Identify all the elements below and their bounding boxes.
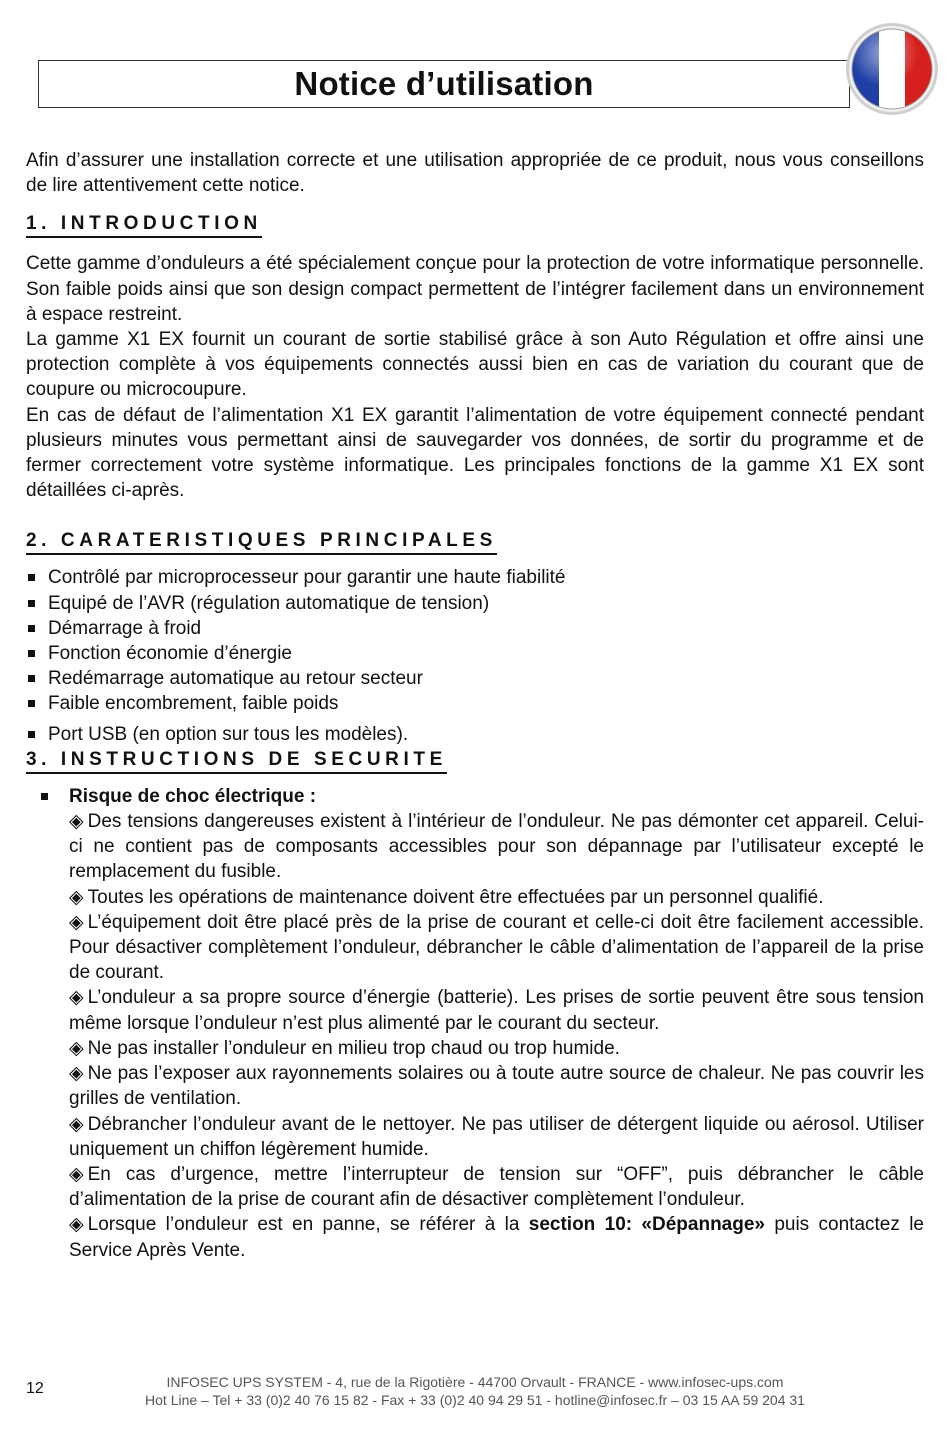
bullet-icon	[41, 793, 48, 800]
footer	[80, 1373, 870, 1409]
list-item: Contrôlé par microprocesseur pour garantir une haute fiabilité	[26, 565, 924, 590]
safety-item	[69, 1112, 924, 1162]
safety-item	[69, 1036, 924, 1061]
list-item: Redémarrage automatique au retour secteur	[26, 666, 924, 691]
safety-item-text: Ne pas installer l’onduleur en milieu trop chaud ou trop humide.	[87, 1037, 620, 1059]
footer-address: INFOSEC UPS SYSTEM - 4, rue de la Rigotière - 44700 Orvault - FRANCE - www.infosec-ups.com	[166, 1374, 784, 1390]
intro-paragraph: Afin d’assurer une installation correcte et une utilisation appropriée de ce produit, nous vous conseillons de lire attentivement cette notice.	[26, 150, 924, 197]
safety-item	[69, 1162, 924, 1212]
footer-contact: Hot Line – Tel + 33 (0)2 40 76 15 82 - Fax + 33 (0)2 40 94 29 51 - hotline@infosec.fr – 03 15 AA 59 204 31	[145, 1392, 805, 1408]
safety-item-text: Lorsque l’onduleur est en panne, se référer à la	[87, 1214, 529, 1236]
safety-item-text: L’onduleur a sa propre source d’énergie (batterie). Les prises de sortie peuvent être sous tension même lorsque l’onduleur n’est plus alimenté par le courant du secteur.	[69, 987, 924, 1034]
safety-item	[69, 1212, 924, 1262]
section-heading-securite: 3. INSTRUCTIONS DE SECURITE	[26, 749, 447, 774]
safety-item	[69, 910, 924, 986]
intro-paragraph-1: Cette gamme d’onduleurs a été spécialement conçue pour la protection de votre informatique personnelle. Son faible poids ainsi que son design compact permettent de l’intégrer facilement dans un environnement à espace restreint.	[26, 253, 924, 325]
page-number: 12	[26, 1380, 44, 1397]
safety-item-text: Ne pas l’exposer aux rayonnements solaires ou à toute autre source de chaleur. Ne pas couvrir les grilles de ventilation.	[69, 1063, 924, 1110]
safety-item-text: puis contactez le Service Après Vente.	[69, 1214, 924, 1261]
risk-title: Risque de choc électrique :	[69, 785, 317, 807]
section-reference: section 10: «Dépannage»	[528, 1214, 765, 1236]
safety-item-text: Toutes les opérations de maintenance doivent être effectuées par un personnel qualifié.	[87, 886, 824, 908]
list-item: Port USB (en option sur tous les modèles).	[26, 722, 924, 747]
diamond-icon: ◈	[69, 886, 84, 908]
safety-item-text: Des tensions dangereuses existent à l’intérieur de l’onduleur. Ne pas démonter cet appareil. Celui-ci ne contient pas de composants accessibles pour son dépannage par l’utilisateur excepté le remplacement du fusible.	[69, 811, 924, 883]
france-flag-icon	[845, 22, 939, 116]
title-box	[38, 60, 850, 108]
safety-item	[69, 1061, 924, 1111]
list-item: Fonction économie d’énergie	[26, 641, 924, 666]
intro-paragraph-3: En cas de défaut de l’alimentation X1 EX garantit l’alimentation de votre équipement connecté pendant plusieurs minutes vous permettant ainsi de sauvegarder vos données, de sortir du programme et de fermer correctement votre système informatique. Les principales fonctions de la gamme X1 EX sont détaillées ci-après.	[26, 404, 924, 502]
document-body	[26, 148, 924, 1263]
list-item: Démarrage à froid	[26, 616, 924, 641]
risk-block	[26, 784, 924, 1263]
diamond-icon: ◈	[69, 987, 84, 1009]
safety-item-text: L’équipement doit être placé près de la prise de courant et celle-ci doit être facilement accessible. Pour désactiver complètement l’onduleur, débrancher le câble d’alimentation de l’appareil de la prise de courant.	[69, 911, 924, 984]
safety-item	[69, 985, 924, 1035]
features-list	[26, 565, 924, 746]
safety-item	[69, 809, 924, 885]
section-heading-caracteristiques: 2. CARATERISTIQUES PRINCIPALES	[26, 530, 497, 555]
diamond-icon: ◈	[69, 911, 84, 933]
safety-item-text: En cas d’urgence, mettre l’interrupteur de tension sur “OFF”, puis débrancher le câble d’alimentation de la prise de courant afin de désactiver complètement l’onduleur.	[69, 1163, 924, 1211]
diamond-icon: ◈	[69, 811, 84, 833]
diamond-icon: ◈	[69, 1063, 84, 1085]
page-title: Notice d’utilisation	[294, 65, 594, 102]
safety-item-text: Débrancher l’onduleur avant de le nettoyer. Ne pas utiliser de détergent liquide ou aérosol. Utiliser uniquement un chiffon légèrement humide.	[69, 1113, 924, 1160]
list-item: Faible encombrement, faible poids	[26, 691, 924, 716]
diamond-icon: ◈	[69, 1163, 84, 1185]
safety-item	[69, 885, 924, 910]
diamond-icon: ◈	[69, 1037, 84, 1059]
section-heading-introduction: 1. INTRODUCTION	[26, 213, 262, 238]
list-item: Equipé de l’AVR (régulation automatique de tension)	[26, 591, 924, 616]
diamond-icon: ◈	[69, 1113, 84, 1135]
intro-paragraph-2: La gamme X1 EX fournit un courant de sortie stabilisé grâce à son Auto Régulation et offre ainsi une protection complète à vos équipements connectés aussi bien en cas de variation du courant que de coupure ou microcoupure.	[26, 329, 924, 401]
diamond-icon: ◈	[69, 1214, 84, 1236]
